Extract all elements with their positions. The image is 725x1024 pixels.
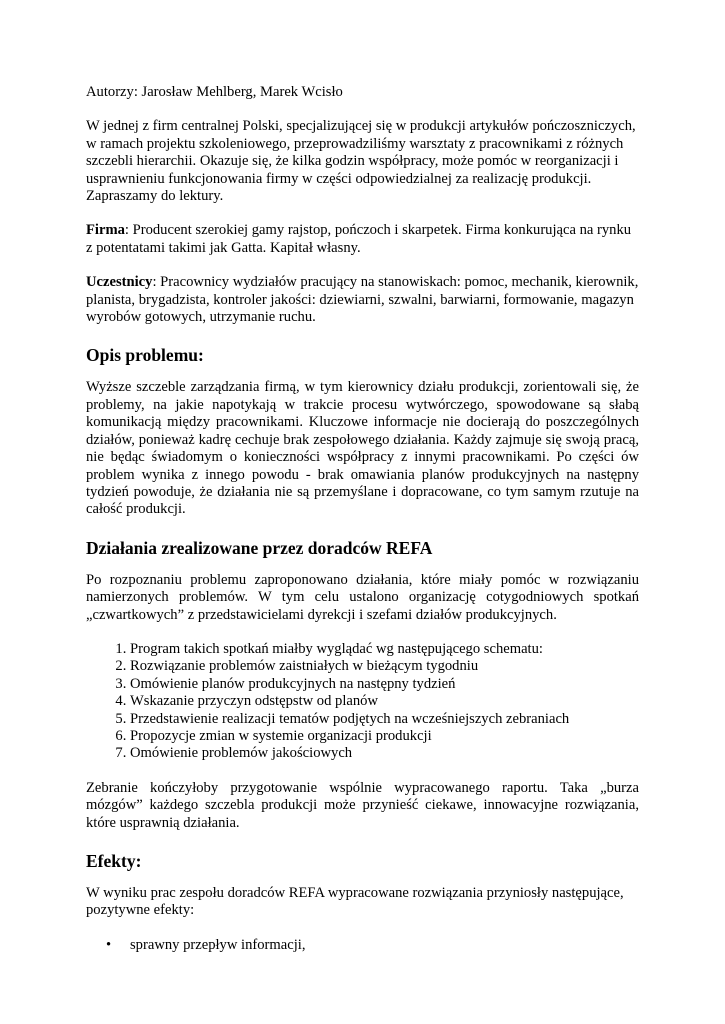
- list-item: [106, 936, 639, 954]
- effects-intro-paragraph: W wyniku prac zespołu doradców REFA wypracowane rozwiązania przyniosły następujące, pozytywne efekty:: [86, 885, 624, 919]
- problem-heading: Opis problemu:: [86, 345, 204, 366]
- list-item: 6. Propozycje zmian w systemie organizacji produkcji: [130, 728, 639, 745]
- effects-heading: Efekty:: [86, 851, 142, 871]
- list-item: 2. Rozwiązanie problemów zaistniałych w bieżącym tygodniu: [130, 658, 639, 675]
- authors-line: Autorzy: Jarosław Mehlberg, Marek Wcisło: [86, 84, 343, 100]
- participants-paragraph: [86, 274, 639, 326]
- effect-text: sprawny przepływ informacji,: [130, 936, 306, 953]
- list-item: 3. Omówienie planów produkcyjnych na następny tydzień: [130, 676, 639, 693]
- actions-heading: Działania zrealizowane przez doradców REFA: [86, 537, 433, 558]
- document-page: [86, 84, 639, 954]
- list-item: 1. Program takich spotkań miałby wyglądać wg następującego schematu:: [130, 641, 639, 658]
- bullet-icon: •: [106, 936, 112, 953]
- list-item: 7. Omówienie problemów jakościowych: [130, 745, 639, 762]
- effects-list: [86, 937, 639, 954]
- firm-paragraph: [86, 222, 639, 257]
- participants-text: : Pracownicy wydziałów pracujący na stanowiskach: pomoc, mechanik, kierownik, planista, brygadzista, kontroler jakości: dziewiarni, szwalni, barwiarni, formowanie, magazyn wyrobów gotowych, utrzymanie ruchu.: [86, 274, 639, 326]
- list-item: 5. Przedstawienie realizacji tematów podjętych na wcześniejszych zebraniach: [130, 711, 639, 728]
- firm-text: : Producent szerokiej gamy rajstop, pończoch i skarpetek. Firma konkurująca na rynku z potentatami takimi jak Gatta. Kapitał własny.: [86, 222, 632, 256]
- actions-intro-paragraph: Po rozpoznaniu problemu zaproponowano działania, które miały pomóc w rozwiązaniu namierzonych problemów. W tym celu ustalono organizację cotygodniowych spotkań „czwartkowych” z przedstawicielami dyrekcji i szefami działów produkcyjnych.: [86, 571, 639, 623]
- intro-paragraph: W jednej z firm centralnej Polski, specjalizującej się w produkcji artykułów pończoszniczych, w ramach projektu szkoleniowego, przeprowadziliśmy warsztaty z pracownikami z różnych szczebli hierarchii. Okazuje się, że kilka godzin współpracy, może pomóc w reorganizacji i usprawnieniu funkcjonowania firmy w części odpowiedzialnej za realizację produkcji. Zapraszamy do lektury.: [86, 118, 636, 205]
- meeting-schedule-list: [86, 641, 639, 763]
- problem-paragraph: Wyższe szczeble zarządzania firmą, w tym kierownicy działu produkcji, zorientowali się, że problemy, na jakie napotykają w trakcie procesu wytwórczego, spowodowane są słabą komunikacją między pracownikami. Kluczowe informacje nie docierają do poszczególnych działów, ponieważ kadrę cechuje brak zespołowego działania. Każdy zajmuje się swoją pracą, nie będąc świadomym o konieczności współpracy z innymi pracownikami. Po części ów problem wynika z innego powodu - brak omawiania planów produkcyjnych na następny tydzień powoduje, że działania nie są przemyślane i dopracowane, co tym samym rzutuje na całość produkcji.: [86, 379, 639, 518]
- actions-closing-paragraph: Zebranie kończyłoby przygotowanie wspólnie wypracowanego raportu. Taka „burza mózgów” każdego szczebla produkcji może przynieść ciekawe, innowacyjne rozwiązania, które usprawnią działania.: [86, 779, 639, 831]
- firm-label: Firma: [86, 222, 125, 239]
- list-item: 4. Wskazanie przyczyn odstępstw od planów: [130, 693, 639, 710]
- participants-label: Uczestnicy: [86, 274, 153, 291]
